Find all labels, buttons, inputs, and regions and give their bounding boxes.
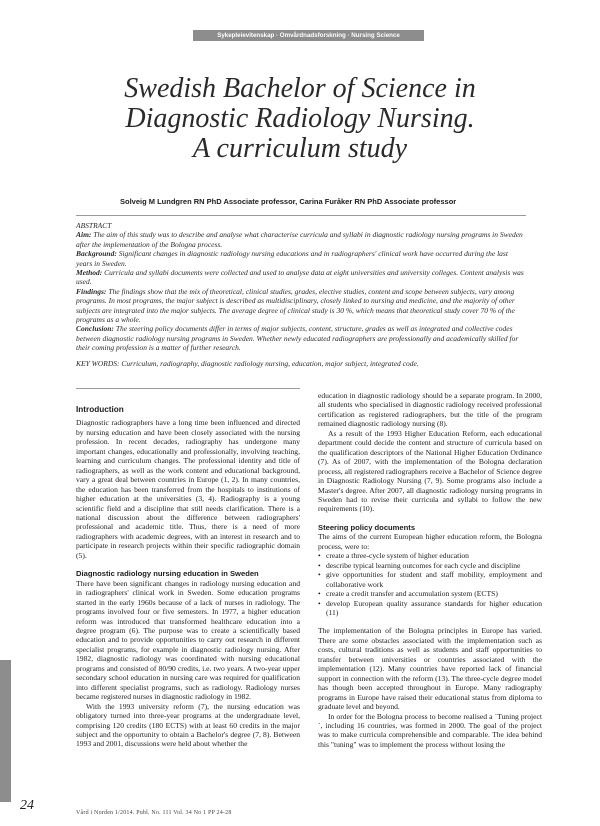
sweden-paragraph-2: With the 1993 university reform (7), the nursing education was obligatory turned into three-year programs at the undergraduate level, comprising 120 credits (180 ECTS) with at least 60 credits in the major subject and the opportunity to obtain a Bachelor's degree (7, 8). Between 1993 and 2001, discussions were held about whether the bbox=[76, 701, 300, 749]
side-accent-bar bbox=[0, 660, 11, 802]
right-paragraph-3: The implementation of the Bologna principles in Europe has varied. There are some obstacles associated with the implementation such as costs, cultural traditions as well as students and staff opportunities to transfer between universities or countries associated with the implementation (12). Many countries have reported lack of financial support in connection with the reform (13). The three-cycle degree model has though been accepted throughout in Europe. Many radiography programs in Europe have raised their educational status from diploma to graduate level and beyond. bbox=[318, 626, 542, 712]
list-item: • give opportunities for student and staff mobility, employment and collaborative work bbox=[318, 570, 542, 589]
background-label: Background: bbox=[76, 249, 117, 259]
list-item: • describe typical learning outcomes for each cycle and discipline bbox=[318, 561, 542, 570]
journal-banner: Sykepleievitenskap · Omvårdnadsforskning · Nursing Science bbox=[193, 30, 424, 41]
steering-policy-heading: Steering policy documents bbox=[318, 522, 416, 532]
background-text: Significant changes in diagnostic radiology nursing educations and in radiographers' clinical work have occurred during the last years in Sweden. bbox=[76, 249, 508, 268]
findings-text: The findings show that the mix of theoretical, clinical studies, grades, elective studies, content and scope between subjects, vary among programs. In most programs, the major subject is described as multidisciplinary, closely linked to nursing and medicine, and the majority of other subjects are integrated into the major subjects. The average degree of clinical study is 30 %, which means that theoretical study cover 70 % of the programs as a whole. bbox=[76, 286, 515, 325]
list-item: • develop European quality assurance standards for higher education (11) bbox=[318, 599, 542, 618]
method-text: Curricula and syllabi documents were collected and used to analyse data at eight universities and university colleges. Content analysis was used. bbox=[76, 268, 524, 287]
footer-citation: Vård i Norden 1/2014. Publ. No. 111 Vol. 34 No 1 PP 24-28 bbox=[76, 810, 232, 816]
right-column bbox=[318, 391, 542, 749]
right-paragraph-4: In order for the Bologna process to become realised a `Tuning project´, including 16 countries, was formed in 2000. The goal of the project was to make curricula comprehensible and comparable. The idea behind this "tuning" was to implement the process without losing the bbox=[318, 711, 542, 749]
right-paragraph-1: education in diagnostic radiology should be a separate program. In 2000, all students who specialised in diagnostic radiology received professional certification as registered radiographers, but the title of the program remained diagnostic radiology nursing (8). bbox=[318, 391, 542, 429]
sweden-section-heading: Diagnostic radiology nursing education in Sweden bbox=[76, 569, 259, 579]
aim-text: The aim of this study was to describe and analyse what characterise curricula and syllabi in diagnostic radiology nursing programs in Sweden after the implementation of the Bologna process. bbox=[76, 230, 523, 249]
abstract-method bbox=[76, 268, 526, 287]
method-label: Method: bbox=[76, 268, 103, 278]
page-number: 24 bbox=[20, 798, 34, 813]
findings-label: Findings: bbox=[76, 286, 107, 296]
list-item: • create a credit transfer and accumulation system (ECTS) bbox=[318, 589, 542, 598]
abstract-aim bbox=[76, 230, 526, 249]
bologna-aims-list bbox=[318, 551, 542, 617]
aim-label: Aim: bbox=[76, 230, 92, 240]
abstract-block bbox=[76, 221, 526, 368]
keywords: KEY WORDS: Curriculum, radiography, diagnostic radiology nursing, education, major subject, integrated code. bbox=[76, 358, 419, 368]
title-line-3: A curriculum study bbox=[192, 133, 408, 164]
top-divider bbox=[76, 215, 526, 216]
abstract-findings bbox=[76, 287, 526, 325]
list-item: • create a three-cycle system of higher education bbox=[318, 551, 542, 560]
introduction-paragraph: Diagnostic radiographers have a long time been influenced and directed by nursing education and have been closely associated with the nursing profession. In recent decades, radiography has undergone many important changes, educationally and professionally, involving teaching, learning and curriculum changes. The professional identity and title of radiographers, as well as the work content and educational background, vary a great deal between countries in Europe (1, 2). In many countries, the education has been transferred from the hospitals to institutions of higher education at the universities (3, 4). Radiography is a young scientific field and a discipline that still needs clarification. There is a national discussion about the difference between radiographers' professional and academic title. Thus, there is a need of more radiographers with academic degrees, with an interest in research and to participate in research projects within their specific radiographic domain (5). bbox=[76, 418, 300, 560]
left-column-rule bbox=[76, 388, 300, 389]
steering-intro: The aims of the current European higher education reform, the Bologna process, were to: bbox=[318, 532, 542, 551]
sweden-paragraph-1: There have been significant changes in radiology nursing education and in radiographers' clinical work in Sweden. Some education programs started in the early 1960s because of a lack of nurses in radiology. The programs involved four or five semesters. In 1977, a higher education reform was introduced that transformed healthcare education into a degree program (6). The purpose was to create a scientifically based education and to provide opportunities to carry out research in different specialist programs, for example in diagnostic radiology nursing. After 1982, diagnostic radiology was coordinated with nursing educational programs and consisted of 80/90 credits, i.e. two years. A two-year upper secondary school education in nursing care was required for qualification into different specialist programs, such as radiology. Radiology nurses became registered nurses in diagnostic radiology in 1982. bbox=[76, 578, 300, 702]
abstract-conclusion bbox=[76, 324, 526, 352]
left-column bbox=[76, 405, 300, 749]
abstract-background bbox=[76, 249, 526, 268]
author-line: Solveig M Lundgren RN PhD Associate professor, Carina Furåker RN PhD Associate professor bbox=[120, 197, 457, 206]
conclusion-label: Conclusion: bbox=[76, 324, 114, 334]
abstract-heading: ABSTRACT bbox=[76, 221, 112, 230]
title-line-1: Swedish Bachelor of Science in bbox=[124, 73, 476, 104]
conclusion-text: The steering policy documents differ in terms of major subjects, content, structure, grades as well as integrated and collective codes between diagnostic radiology nursing programs in Sweden. Whether newly educated radiographers are professionally and academically skilled for their coming profession is a matter of further research. bbox=[76, 324, 519, 353]
right-paragraph-2: As a result of the 1993 Higher Education Reform, each educational department could decide the content and structure of curricula based on the qualification descriptors of the National Higher Education Ordinance (7). As of 2007, with the implementation of the Bologna declaration process, all registered radiographers receive a Bachelor of Science degree in Diagnostic Radiology Nursing (7, 9). Some programs also include a Master's degree. After 2007, all diagnostic radiology nursing programs in Sweden had to revise their curricula and syllabi to follow the new requirements (10). bbox=[318, 428, 542, 514]
title-line-2: Diagnostic Radiology Nursing. bbox=[125, 103, 475, 134]
article-title bbox=[60, 74, 540, 164]
introduction-heading: Introduction bbox=[76, 405, 124, 414]
